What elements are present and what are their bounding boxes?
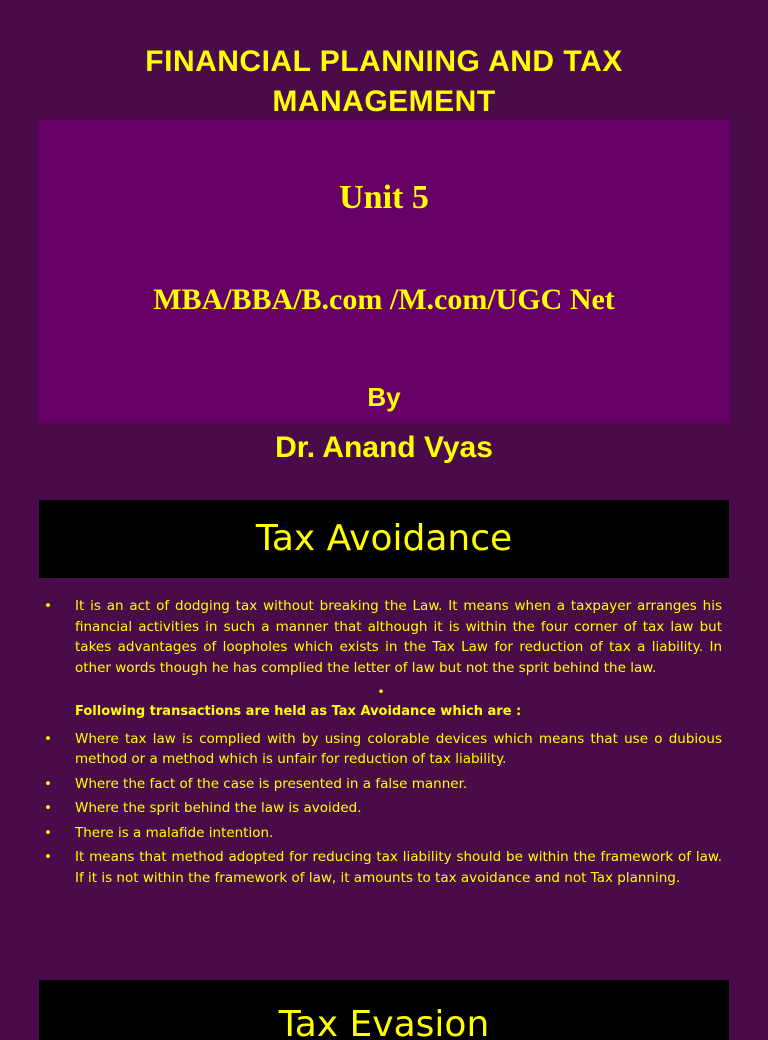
list-item-text: There is a malafide intention. [75,824,274,841]
bullet: • [44,849,52,865]
tax-avoidance-content [40,596,722,892]
title-line-2: MANAGEMENT [272,85,496,118]
list-item [40,729,722,770]
list-item-text: It means that method adopted for reducing tax liability should be within the framework of law. If it is not within the framework of law, it amounts to tax avoidance and not Tax planning. [75,849,722,886]
list-item-intro [40,596,722,678]
list-item-text: Where the sprit behind the law is avoided. [75,800,362,816]
title-line-1: FINANCIAL PLANNING AND TAX [145,45,623,78]
author-name: Dr. Anand Vyas [275,431,493,464]
bullet: • [44,730,52,747]
section-title-tax-avoidance: Tax Avoidance [255,518,513,559]
by-label: By [367,382,401,412]
unit-box [38,120,730,423]
courses-label: MBA/BBA/B.com /M.com/UGC Net [153,283,615,316]
bullet: • [44,598,52,614]
section-title-tax-evasion: Tax Evasion [278,1004,490,1040]
separator-dot: • [377,685,385,699]
list-item [40,798,722,819]
lead-text: Following transactions are held as Tax Avoidance which are : [75,704,522,719]
intro-text: It is an act of dodging tax without breaking the Law. It means when a taxpayer arranges his financial activities in such a manner that although it is within the four corner of tax law but takes advantages of loopholes which exists in the Tax Law for reduction of tax a liability. In other words though he has complied the letter of law but not the sprit behind the law. [75,598,722,676]
document-title [0,42,768,122]
section-bar-tax-evasion [39,980,729,1040]
list-item-text: Where tax law is complied with by using colorable devices which means that use o dubious method or a method which is unfair for reduction of tax liability. [75,730,722,767]
unit-title: Unit 5 [339,179,429,216]
bullet: • [44,824,52,841]
list-item [40,774,722,795]
bullet: • [44,775,52,792]
section-bar-tax-avoidance [39,500,729,578]
list-item [40,823,722,844]
list-item-text: Where the fact of the case is presented in a false manner. [75,775,468,792]
list-item [40,847,722,888]
bullet: • [44,800,52,816]
